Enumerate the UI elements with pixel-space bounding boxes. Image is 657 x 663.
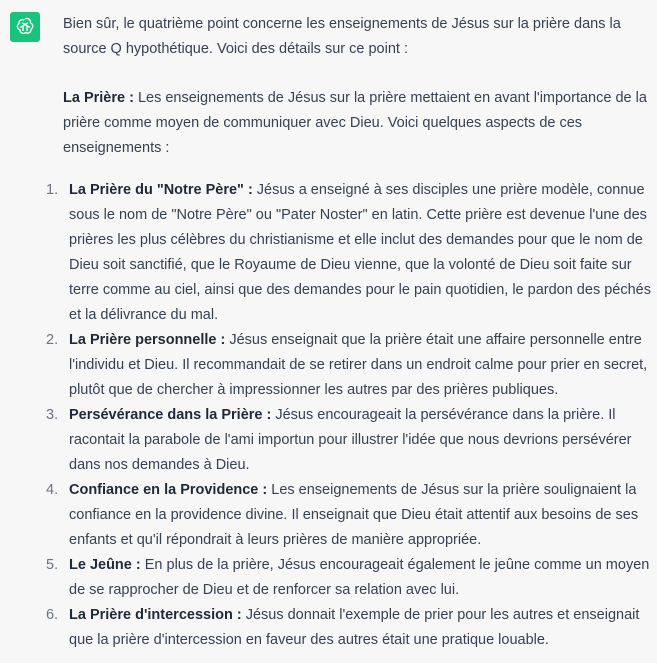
prayer-points-list [46, 178, 653, 653]
list-number: 3. [46, 407, 59, 423]
list-number: 6. [46, 607, 59, 623]
section-paragraph [63, 86, 653, 161]
assistant-avatar [10, 12, 40, 42]
list-item [46, 603, 653, 653]
list-item [46, 328, 653, 403]
list-number: 1. [46, 182, 59, 198]
list-item [46, 178, 653, 328]
item-title: La Prière personnelle : [69, 332, 226, 348]
section-title: La Prière : [63, 90, 134, 106]
section-text: Les enseignements de Jésus sur la prière mettaient en avant l'importance de la prière comme moyen de communiquer avec Dieu. Voici quelques aspects de ces enseignements : [63, 90, 647, 156]
item-title: Confiance en la Providence : [69, 482, 268, 498]
list-number: 5. [46, 557, 59, 573]
list-item [46, 478, 653, 553]
list-item [46, 403, 653, 478]
item-title: La Prière d'intercession : [69, 607, 242, 623]
item-text: Jésus enseignait que la prière était une affaire personnelle entre l'individu et Dieu. Il recommandait de se retirer dans un endroit calme pour prier en secret, plutôt que de chercher à impressionner les autres par des prières publiques. [69, 332, 648, 398]
list-number: 4. [46, 482, 59, 498]
list-number: 2. [46, 332, 59, 348]
item-text: Jésus a enseigné à ses disciples une prière modèle, connue sous le nom de "Notre Père" ou "Pater Noster" en latin. Cette prière est devenue l'une des prières les plus célèbres du christianisme et elle inclut des demandes pour que le nom de Dieu soit sanctifié, que le Royaume de Dieu vienne, que la volonté de Dieu soit faite sur terre comme au ciel, ainsi que des demandes pour le pain quotidien, le pardon des péchés et la délivrance du mal. [69, 182, 651, 323]
item-text: En plus de la prière, Jésus encourageait également le jeûne comme un moyen de se rapprocher de Dieu et de renforcer sa relation avec lui. [69, 557, 650, 598]
item-text: Jésus encourageait la persévérance dans la prière. Il racontait la parabole de l'ami importun pour illustrer l'idée que nous devrions persévérer dans nos demandes à Dieu. [69, 407, 632, 473]
item-text: Jésus donnait l'exemple de prier pour les autres et enseignait que la prière d'intercession en faveur des autres était une pratique louable. [69, 607, 640, 648]
intro-paragraph: Bien sûr, le quatrième point concerne les enseignements de Jésus sur la prière dans la source Q hypothétique. Voici des détails sur ce point : [63, 16, 621, 57]
message-content [46, 12, 653, 653]
list-item [46, 553, 653, 603]
openai-logo-icon [14, 16, 36, 38]
item-text: Les enseignements de Jésus sur la prière soulignaient la confiance en la providence divine. Il enseignait que Dieu était attentif aux besoins de ses enfants et qu'il répondrait à leurs prières de manière appropriée. [69, 482, 639, 548]
item-title: La Prière du "Notre Père" : [69, 182, 253, 198]
item-title: Le Jeûne : [69, 557, 141, 573]
item-title: Persévérance dans la Prière : [69, 407, 272, 423]
